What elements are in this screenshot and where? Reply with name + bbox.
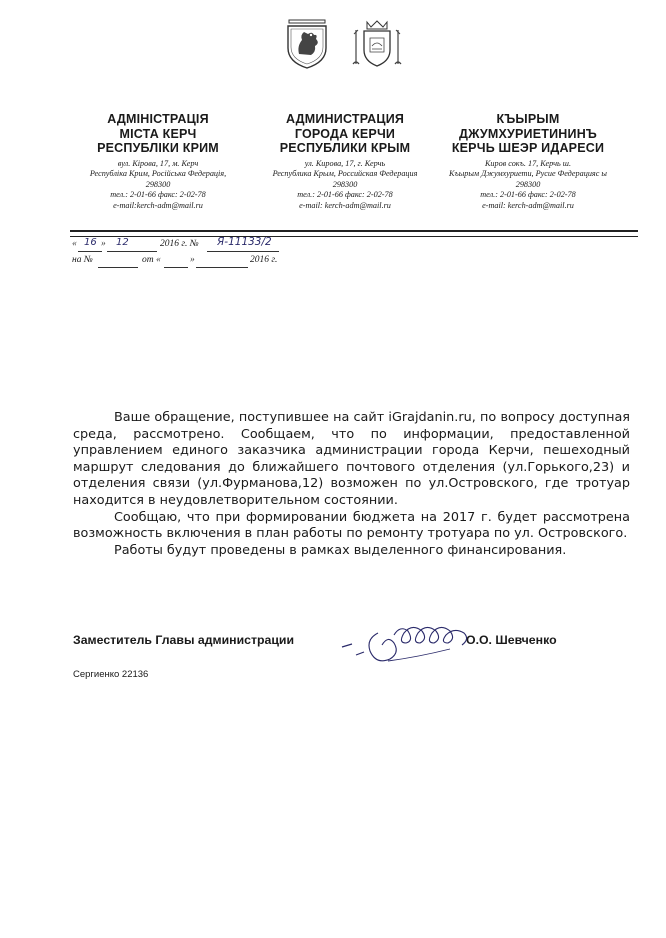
header-russian <box>245 112 445 211</box>
signatory-name: О.О. Шевченко <box>466 633 557 647</box>
letter-body <box>73 410 630 559</box>
handwritten-number: Я-11133/2 <box>217 236 272 248</box>
crimea-griffin-coat-of-arms-icon <box>285 18 329 70</box>
body-paragraph: Ваше обращение, поступившее на сайт iGrajdanin.ru, по вопросу доступная среда, рассмотрено. Сообщаем, что по информации, предоставленной управлением единого заказчика администрации города Керчи, пешеходный маршрут следования до ближайшего почтового отделения (ул.Горького,23) и отделения связи (ул.Фурманова,12) возможен по ул.Островского, где тротуар находится в неудовлетворительном состоянии. <box>73 410 630 508</box>
incoming-reference-line: на № от « » 2016 г. <box>72 255 312 269</box>
org-name-russian: АДМИНИСТРАЦИЯ ГОРОДА КЕРЧИ РЕСПУБЛИКИ КРЫМ <box>279 112 411 155</box>
body-paragraph: Сообщаю, что при формировании бюджета на 2017 г. будет рассмотрена возможность включения в план работы по ремонту тротуара по ул. Островского. <box>73 509 630 542</box>
handwritten-signature <box>338 605 478 667</box>
header-ukrainian <box>58 112 258 211</box>
handwritten-day: 16 <box>84 237 97 248</box>
handwritten-month: 12 <box>116 237 129 248</box>
kerch-city-coat-of-arms-icon <box>352 18 402 70</box>
org-name-crimean-tatar: КЪЫРЫМ ДЖУМХУРИЕТИНИНЪ КЕРЧЬ ШЕЭР ИДАРЕСИ <box>451 112 605 155</box>
header-crimean-tatar <box>428 112 628 211</box>
signatory-position: Заместитель Главы администрации <box>73 633 295 647</box>
org-address-russian: ул. Кирова, 17, г. Керчь Республика Крым, Российская Федерация 298300 тел.: 2-01-66 факс: 2-02-78 e-mail: kerch-adm@mail.ru <box>272 158 418 210</box>
org-address-crimean-tatar: Киров сокъ. 17, Керчь ш. Къырым Джумхуриети, Русие Федерацияс ы 298300 тел.: 2-01-66 факс: 2-02-78 e-mail: kerch-adm@mail.ru <box>449 158 607 210</box>
org-name-ukrainian: АДМІНІСТРАЦІЯ МІСТА КЕРЧ РЕСПУБЛІКИ КРИМ <box>97 112 219 155</box>
outgoing-registration-line: « 16 » 12 2016 г. № Я-11133/2 <box>72 239 292 253</box>
body-paragraph: Работы будут проведены в рамках выделенного финансирования. <box>114 542 567 558</box>
executor-note: Сергиенко 22136 <box>73 669 149 680</box>
org-address-ukrainian: вул. Кірова, 17, м. Керч Республіка Крим, Російська Федерація, 298300 тел.: 2-01-66 факс: 2-02-78 e-mail:kerch-adm@mail.ru <box>89 158 227 210</box>
header-divider <box>70 230 638 237</box>
